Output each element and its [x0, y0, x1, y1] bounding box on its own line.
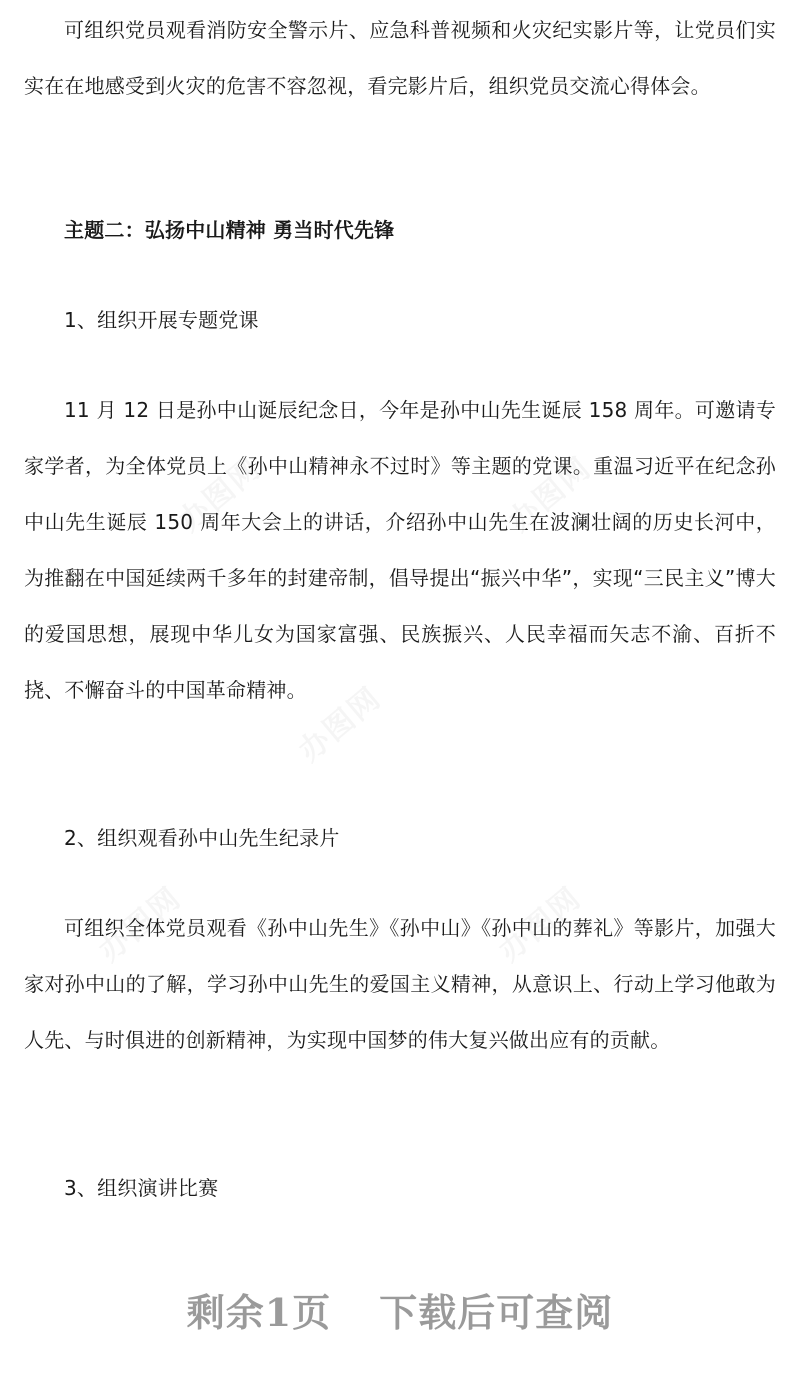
paragraph-documentary: 可组织全体党员观看《孙中山先生》《孙中山》《孙中山的葬礼》等影片，加强大家对孙中山的了解，学习孙中山先生的爱国主义精神，从意识上、行动上学习他敢为人先、与时俱进的创新精神，为实现中国梦的伟大复兴做出应有的贡献。: [24, 916, 776, 1052]
paragraph-party-lecture: 11 月 12 日是孙中山诞辰纪念日，今年是孙中山先生诞辰 158 周年。可邀请专家学者，为全体党员上《孙中山精神永不过时》等主题的党课。重温习近平在纪念孙中山先生诞辰 150 周年大会上的讲话，介绍孙中山先生在波澜壮阔的历史长河中，为推翻在中国延续两千多年的封建帝制，倡导提出“振兴中华”，实现“三民主义”博大的爱国思想，展现中华儿女为国家富强、民族振兴、人民幸福而矢志不渝、百折不挠、不懈奋斗的中国革命精神。: [24, 398, 776, 702]
download-to-view-text: 下载后可查阅: [379, 1290, 614, 1335]
watermark: 办图网: [502, 450, 599, 539]
watermark: 办图网: [92, 880, 189, 969]
subheading-party-lecture: 1、组织开展专题党课: [64, 308, 259, 332]
paragraph-fire-safety: 可组织党员观看消防安全警示片、应急科普视频和火灾纪实影片等，让党员们实实在在地感受到火灾的危害不容忽视，看完影片后，组织党员交流心得体会。: [24, 18, 776, 98]
watermark: 办图网: [292, 680, 389, 769]
section-heading-theme-two: 主题二：弘扬中山精神 勇当时代先锋: [64, 218, 395, 242]
subheading-speech-contest: 3、组织演讲比赛: [64, 1176, 219, 1200]
watermark: 办图网: [172, 450, 269, 539]
subheading-documentary: 2、组织观看孙中山先生纪录片: [64, 826, 340, 850]
remaining-pages-text: 剩余1页: [186, 1290, 332, 1335]
watermark: 办图网: [492, 880, 589, 969]
download-prompt-banner[interactable]: [0, 1282, 800, 1337]
